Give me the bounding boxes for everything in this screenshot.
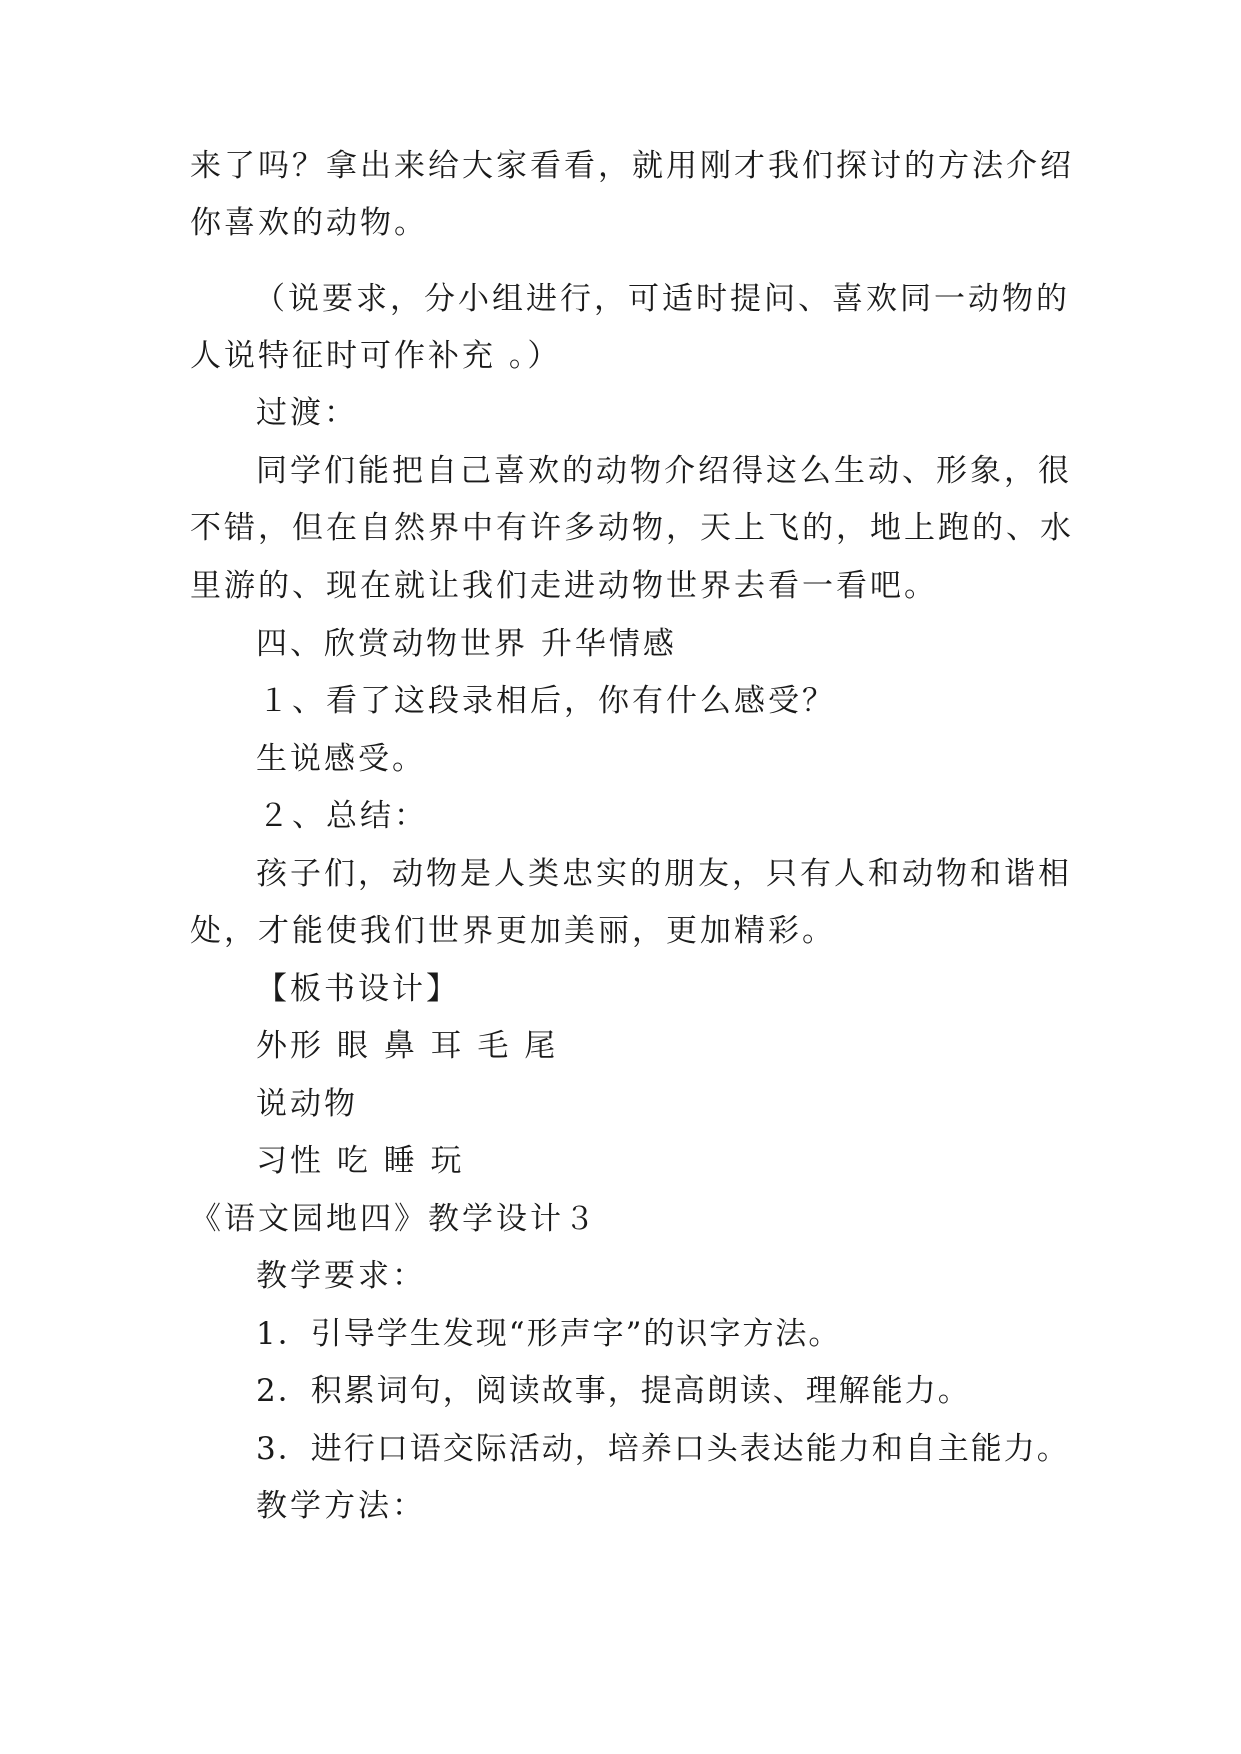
board-design-line: 外形 眼 鼻 耳 毛 尾	[256, 1028, 559, 1064]
paragraph-line: 过渡：	[256, 395, 358, 431]
paragraph-line: 里游的、现在就让我们走进动物世界去看一看吧。	[190, 568, 938, 604]
paragraph-line: 生说感受。	[256, 741, 426, 777]
paragraph-line: 处，才能使我们世界更加美丽，更加精彩。	[190, 913, 836, 949]
paragraph-line: 不错，但在自然界中有许多动物，天上飞的，地上跑的、水	[190, 510, 1074, 546]
paragraph-line: 孩子们，动物是人类忠实的朋友，只有人和动物和谐相	[256, 856, 1072, 892]
paragraph-line: （说要求，分小组进行，可适时提问、喜欢同一动物的	[254, 281, 1070, 317]
paragraph-line: 你喜欢的动物。	[190, 205, 428, 241]
document-title: 《语文园地四》教学设计３	[190, 1201, 598, 1237]
section-heading: 教学要求：	[256, 1258, 426, 1294]
board-design-line: 说动物	[256, 1086, 358, 1122]
board-design-line: 习性 吃 睡 玩	[256, 1143, 465, 1179]
paragraph-line: ２、总结：	[258, 798, 428, 834]
paragraph-line: １、看了这段录相后，你有什么感受？	[258, 683, 836, 719]
list-item: 1．引导学生发现“形声字”的识字方法。	[256, 1316, 842, 1352]
paragraph-line: 人说特征时可作补充 。）	[190, 338, 562, 374]
section-heading: 【板书设计】	[256, 971, 460, 1007]
section-heading: 四、欣赏动物世界 升华情感	[256, 626, 677, 662]
paragraph-line: 同学们能把自己喜欢的动物介绍得这么生动、形象，很	[256, 453, 1072, 489]
list-item: 3．进行口语交际活动，培养口头表达能力和自主能力。	[256, 1431, 1070, 1467]
paragraph-line: 来了吗？拿出来给大家看看，就用刚才我们探讨的方法介绍	[190, 148, 1074, 184]
list-item: 2．积累词句，阅读故事，提高朗读、理解能力。	[256, 1373, 971, 1409]
section-heading: 教学方法：	[256, 1488, 426, 1524]
